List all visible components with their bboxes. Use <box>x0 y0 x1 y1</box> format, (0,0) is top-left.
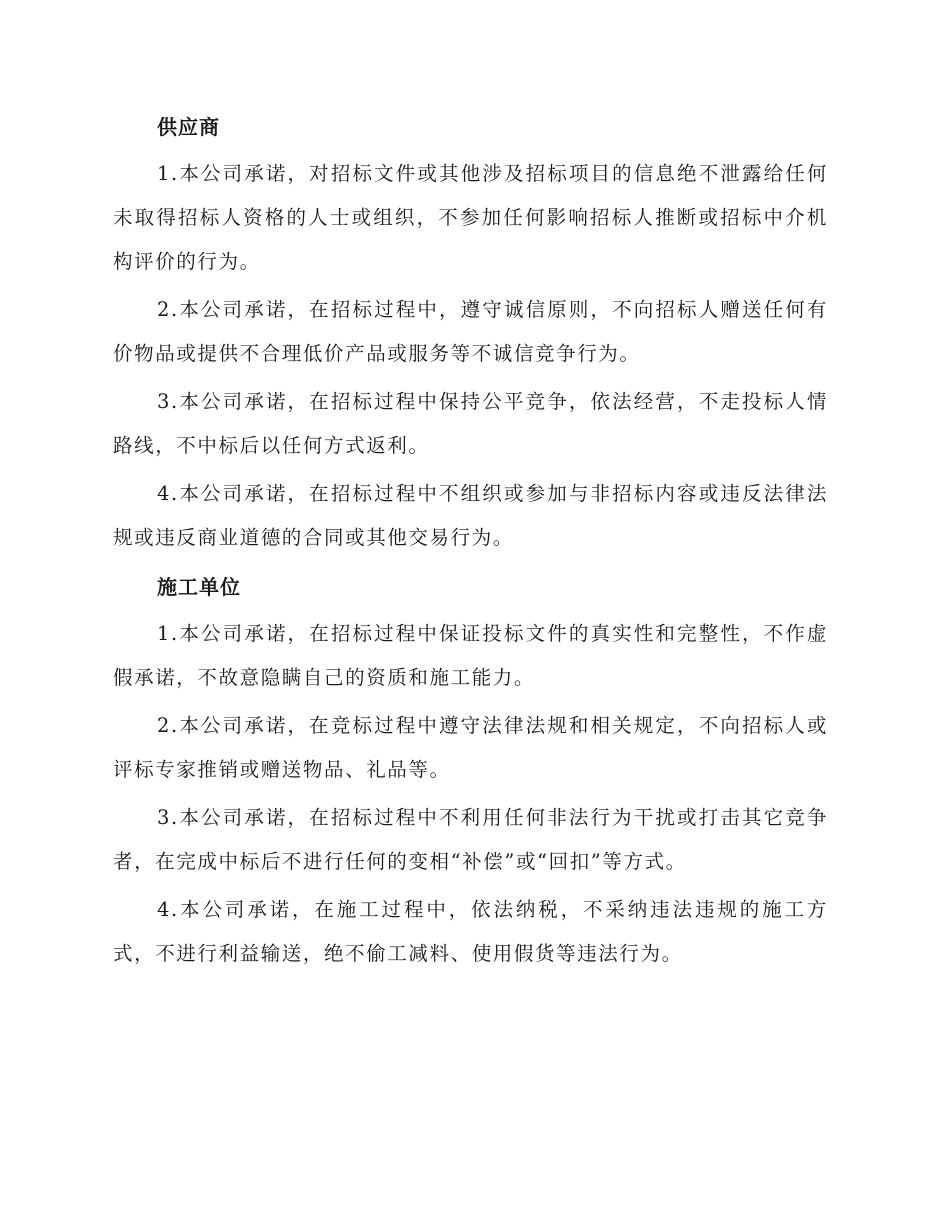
paragraph: 3.本公司承诺，在招标过程中保持公平竞争，依法经营，不走投标人情路线，不中标后以任何方式返利。 <box>113 390 828 457</box>
paragraph: 3.本公司承诺，在招标过程中不利用任何非法行为干扰或打击其它竞争者，在完成中标后不进行任何的变相“补偿”或“回扣”等方式。 <box>113 806 828 873</box>
section-construction <box>113 564 828 976</box>
paragraph: 2.本公司承诺，在招标过程中，遵守诚信原则，不向招标人赠送任何有价物品或提供不合理低价产品或服务等不诚信竞争行为。 <box>113 298 828 365</box>
paragraph: 4.本公司承诺，在施工过程中，依法纳税，不采纳违法违规的施工方式，不进行利益输送，绝不偷工减料、使用假货等违法行为。 <box>113 898 828 965</box>
paragraph: 1.本公司承诺，在招标过程中保证投标文件的真实性和完整性，不作虚假承诺，不故意隐瞒自己的资质和施工能力。 <box>113 622 828 689</box>
section-heading: 施工单位 <box>157 575 241 599</box>
document-page <box>113 104 828 980</box>
section-supplier <box>113 104 828 560</box>
paragraph: 4.本公司承诺，在招标过程中不组织或参加与非招标内容或违反法律法规或违反商业道德的合同或其他交易行为。 <box>113 482 828 549</box>
paragraph: 2.本公司承诺，在竞标过程中遵守法律法规和相关规定，不向招标人或评标专家推销或赠送物品、礼品等。 <box>113 714 828 781</box>
section-heading: 供应商 <box>157 115 220 139</box>
paragraph: 1.本公司承诺，对招标文件或其他涉及招标项目的信息绝不泄露给任何未取得招标人资格的人士或组织，不参加任何影响招标人推断或招标中介机构评价的行为。 <box>113 162 828 273</box>
